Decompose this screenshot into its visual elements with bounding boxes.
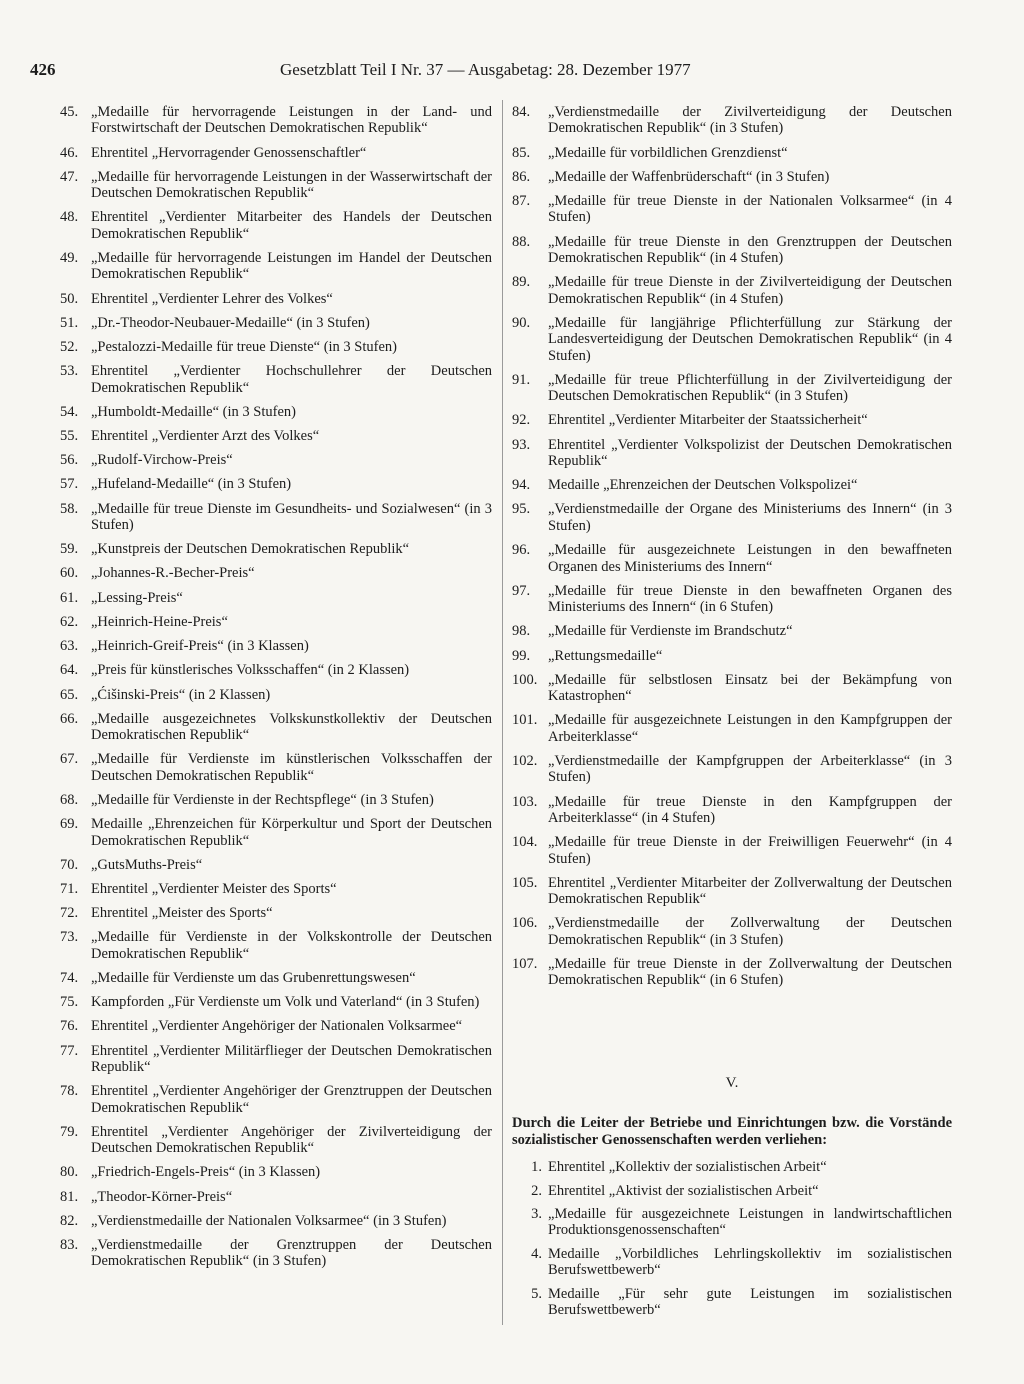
item-text: „Medaille für ausgezeichnete Leistungen in den Kampfgruppen der Arbeiterklasse“ [548,712,952,745]
list-item [512,1183,952,1199]
item-text: „Verdienstmedaille der Grenztruppen der Deutschen Demokratischen Republik“ (in 3 Stufen) [91,1237,492,1270]
list-item [60,339,492,355]
list-item [60,905,492,921]
list-item [512,583,952,616]
item-text: „Heinrich-Heine-Preis“ [91,613,228,630]
award-list-right [512,104,952,989]
page-header [30,60,730,84]
list-item [512,145,952,161]
list-item [512,623,952,639]
left-column [60,104,492,1278]
item-text: Ehrentitel „Verdienter Angehöriger der Nationalen Volksarmee“ [91,1018,463,1035]
item-text: „Verdienstmedaille der Kampfgruppen der Arbeiterklasse“ (in 3 Stufen) [548,752,952,786]
item-text: Medaille „Ehrenzeichen der Deutschen Volkspolizei“ [548,477,858,494]
item-text: „Medaille für Verdienste in der Volkskontrolle der Deutschen Demokratischen Republik“ [91,929,492,962]
item-number: 105. [512,874,538,891]
item-text: Ehrentitel „Verdienter Angehöriger der Grenztruppen der Deutschen Demokratischen Republik“ [91,1083,492,1116]
list-item [512,648,952,664]
list-item [60,104,492,137]
item-text: „Rettungsmedaille“ [548,647,663,664]
item-number: 85. [512,144,531,161]
item-number: 86. [512,168,531,185]
list-item [512,104,952,137]
list-item [512,672,952,705]
list-item [512,915,952,948]
item-text: Ehrentitel „Kollektiv der sozialistischen Arbeit“ [548,1159,827,1176]
item-number: 70. [60,856,79,873]
item-text: „Theodor-Körner-Preis“ [91,1188,233,1205]
list-item [512,477,952,493]
item-text: „Medaille ausgezeichnetes Volkskunstkollektiv der Deutschen Demokratischen Republik“ [91,710,492,744]
item-number: 4. [531,1245,542,1262]
item-text: „Johannes-R.-Becher-Preis“ [91,565,255,582]
item-text: „Medaille für ausgezeichnete Leistungen in landwirtschaftlichen Produktionsgenossenschaften“ [548,1206,952,1239]
item-text: „Medaille der Waffenbrüderschaft“ (in 3 Stufen) [548,168,830,185]
list-item [60,711,492,744]
item-text: „Dr.-Theodor-Neubauer-Medaille“ (in 3 Stufen) [91,314,370,331]
page-number: 426 [30,60,56,79]
list-item [512,412,952,428]
list-item [60,250,492,283]
item-number: 59. [60,541,79,558]
list-item [512,274,952,307]
item-text: Ehrentitel „Verdienter Militärflieger der Deutschen Demokratischen Republik“ [91,1042,492,1075]
item-text: Ehrentitel „Hervorragender Genossenschaftler“ [91,144,367,161]
item-number: 74. [60,969,79,986]
item-number: 91. [512,371,531,388]
list-item [60,1213,492,1229]
item-number: 72. [60,905,79,922]
item-number: 1. [531,1159,542,1176]
item-text: Medaille „Ehrenzeichen für Körperkultur und Sport der Deutschen Demokratischen Republik“ [91,816,492,849]
item-number: 54. [60,403,79,420]
item-text: Ehrentitel „Verdienter Mitarbeiter der Staatssicherheit“ [548,412,868,429]
list-item [60,687,492,703]
item-text: „Medaille für treue Dienste in der Nationalen Volksarmee“ (in 4 Stufen) [548,193,952,226]
item-text: „Verdienstmedaille der Zollverwaltung der Deutschen Demokratischen Republik“ (in 3 Stufen) [548,915,952,948]
item-text: „Medaille für treue Dienste in den bewaffneten Organen des Ministeriums des Innern“ (in 6 Stufen) [548,582,952,616]
list-item [512,501,952,534]
list-item [512,372,952,405]
item-text: „Medaille für Verdienste in der Rechtspflege“ (in 3 Stufen) [91,791,434,808]
item-number: 100. [512,671,538,688]
list-item [512,1159,952,1175]
list-item [512,1206,952,1239]
item-number: 51. [60,314,79,331]
list-item [60,476,492,492]
item-text: „GutsMuths-Preis“ [91,856,203,873]
item-text: „Pestalozzi-Medaille für treue Dienste“ (in 3 Stufen) [91,339,397,356]
list-item [60,881,492,897]
item-number: 97. [512,582,531,599]
list-item [512,875,952,908]
list-item [60,501,492,534]
item-text: „Medaille für vorbildlichen Grenzdienst“ [548,144,788,161]
item-number: 56. [60,452,79,469]
item-number: 66. [60,710,79,727]
section-intro: Durch die Leiter der Betriebe und Einrichtungen bzw. die Vorstände sozialistischer Genossenschaften werden verliehen: [512,1115,952,1149]
item-number: 5. [531,1285,542,1302]
item-number: 53. [60,363,79,380]
item-text: „Ćišinski-Preis“ (in 2 Klassen) [91,686,271,703]
item-number: 87. [512,193,531,210]
item-number: 99. [512,647,531,664]
item-number: 2. [531,1182,542,1199]
item-number: 48. [60,209,79,226]
item-text: „Medaille für hervorragende Leistungen im Handel der Deutschen Demokratischen Republik“ [91,250,492,283]
item-text: „Lessing-Preis“ [91,589,183,606]
item-number: 76. [60,1018,79,1035]
running-title: Gesetzblatt Teil I Nr. 37 — Ausgabetag: 28. Dezember 1977 [280,60,691,79]
item-number: 79. [60,1123,79,1140]
item-number: 107. [512,955,538,972]
item-number: 104. [512,834,538,851]
item-text: Ehrentitel „Verdienter Volkspolizist der Deutschen Demokratischen Republik“ [548,436,952,470]
item-number: 62. [60,613,79,630]
list-item [60,541,492,557]
item-number: 75. [60,994,79,1011]
item-number: 96. [512,542,531,559]
item-number: 71. [60,880,79,897]
list-item [60,452,492,468]
list-item [60,970,492,986]
item-number: 94. [512,477,531,494]
item-number: 55. [60,428,79,445]
item-text: „Medaille für langjährige Pflichterfüllung zur Stärkung der Landesverteidigung der Deutschen Demokratischen Republik“ (in 4 Stufen) [548,314,952,364]
item-number: 60. [60,565,79,582]
list-item [512,169,952,185]
item-text: Ehrentitel „Verdienter Hochschullehrer der Deutschen Demokratischen Republik“ [91,363,492,396]
list-item [60,638,492,654]
item-text: „Verdienstmedaille der Zivilverteidigung der Deutschen Demokratischen Republik“ (in 3 Stufen) [548,104,952,137]
item-number: 58. [60,500,79,517]
list-item [60,1018,492,1034]
list-item [60,169,492,202]
right-column [512,104,952,1325]
item-number: 3. [531,1206,542,1223]
item-text: „Verdienstmedaille der Nationalen Volksarmee“ (in 3 Stufen) [91,1212,447,1229]
item-number: 98. [512,623,531,640]
item-number: 83. [60,1237,79,1253]
item-number: 64. [60,662,79,679]
list-item [60,1164,492,1180]
item-number: 68. [60,791,79,808]
item-number: 47. [60,168,79,185]
item-number: 65. [60,686,79,703]
list-item [512,315,952,364]
item-number: 103. [512,793,538,810]
list-item [60,1124,492,1157]
item-number: 50. [60,290,79,307]
list-item [512,712,952,745]
item-number: 102. [512,752,538,769]
list-item [60,857,492,873]
item-text: „Kunstpreis der Deutschen Demokratischen Republik“ [91,541,410,558]
item-text: „Friedrich-Engels-Preis“ (in 3 Klassen) [91,1164,321,1181]
list-item [512,542,952,575]
list-item [60,428,492,444]
list-item [512,794,952,827]
item-number: 78. [60,1083,79,1100]
item-text: Ehrentitel „Verdienter Mitarbeiter der Zollverwaltung der Deutschen Demokratischen Republik“ [548,874,952,908]
item-number: 88. [512,233,531,250]
list-item [60,1237,492,1270]
item-text: Ehrentitel „Verdienter Arzt des Volkes“ [91,428,320,445]
item-text: „Medaille für ausgezeichnete Leistungen in den bewaffneten Organen des Ministeriums des Innern“ [548,542,952,575]
list-item [512,956,952,989]
list-item [512,437,952,470]
list-item [60,792,492,808]
item-number: 49. [60,250,79,267]
item-number: 93. [512,436,531,453]
list-item [60,1083,492,1116]
list-item [512,1286,952,1319]
list-item [512,753,952,786]
list-item [512,193,952,226]
item-text: „Medaille für Verdienste im Brandschutz“ [548,623,793,640]
item-number: 92. [512,412,531,429]
list-item [60,751,492,784]
item-text: „Medaille für hervorragende Leistungen in der Wasserwirtschaft der Deutschen Demokratischen Republik“ [91,168,492,202]
item-number: 81. [60,1188,79,1205]
item-number: 90. [512,314,531,331]
item-number: 67. [60,751,79,768]
list-item [60,614,492,630]
item-number: 80. [60,1164,79,1181]
list-item [60,315,492,331]
list-item [60,590,492,606]
item-text: Ehrentitel „Meister des Sports“ [91,905,273,922]
item-text: Ehrentitel „Aktivist der sozialistischen Arbeit“ [548,1182,819,1199]
item-number: 45. [60,104,79,120]
item-number: 89. [512,274,531,291]
list-item [60,994,492,1010]
list-item [60,209,492,242]
item-number: 84. [512,104,531,120]
item-text: „Medaille für treue Dienste in der Zollverwaltung der Deutschen Demokratischen Republik“ (in 6 Stufen) [548,955,952,989]
list-item [60,145,492,161]
list-item [60,291,492,307]
item-text: Kampforden „Für Verdienste um Volk und Vaterland“ (in 3 Stufen) [91,994,480,1011]
item-text: „Medaille für treue Dienste in den Kampfgruppen der Arbeiterklasse“ (in 4 Stufen) [548,793,952,826]
item-text: „Medaille für hervorragende Leistungen in der Land- und Forstwirtschaft der Deutschen Demokratischen Republik“ [91,104,492,137]
list-item [512,834,952,867]
list-item [60,816,492,849]
item-text: „Verdienstmedaille der Organe des Ministeriums des Innern“ (in 3 Stufen) [548,501,952,534]
item-number: 101. [512,712,538,729]
item-number: 52. [60,339,79,356]
section-v-list [512,1159,952,1318]
item-text: „Rudolf-Virchow-Preis“ [91,452,233,469]
section-heading: V. [725,1074,739,1091]
item-number: 61. [60,589,79,606]
item-text: „Hufeland-Medaille“ (in 3 Stufen) [91,476,292,493]
item-text: „Preis für künstlerisches Volksschaffen“ (in 2 Klassen) [91,662,410,679]
list-item [60,1189,492,1205]
item-number: 95. [512,501,531,518]
item-text: Ehrentitel „Verdienter Angehöriger der Zivilverteidigung der Deutschen Demokratischen Republik“ [91,1123,492,1157]
item-number: 69. [60,816,79,833]
item-text: „Medaille für selbstlosen Einsatz bei der Bekämpfung von Katastrophen“ [548,671,952,705]
list-item [60,404,492,420]
item-text: „Medaille für treue Dienste im Gesundheits- und Sozialwesen“ (in 3 Stufen) [91,500,492,534]
item-number: 57. [60,476,79,493]
item-text: „Medaille für treue Dienste in der Freiwilligen Feuerwehr“ (in 4 Stufen) [548,834,952,867]
list-item [60,565,492,581]
item-number: 46. [60,144,79,161]
item-text: „Medaille für treue Dienste in den Grenztruppen der Deutschen Demokratischen Republik“ (in 4 Stufen) [548,233,952,267]
item-text: „Medaille für treue Dienste in der Zivilverteidigung der Deutschen Demokratischen Republik“ (in 4 Stufen) [548,274,952,307]
list-item [60,662,492,678]
item-text: „Heinrich-Greif-Preis“ (in 3 Klassen) [91,638,309,655]
item-number: 82. [60,1212,79,1229]
list-item [512,234,952,267]
list-item [60,363,492,396]
item-text: „Humboldt-Medaille“ (in 3 Stufen) [91,403,296,420]
item-text: Ehrentitel „Verdienter Meister des Sports“ [91,880,337,897]
list-item [512,1246,952,1279]
item-number: 77. [60,1042,79,1059]
item-text: Ehrentitel „Verdienter Mitarbeiter des Handels der Deutschen Demokratischen Republik“ [91,209,492,242]
item-text: Medaille „Vorbildliches Lehrlingskollektiv im sozialistischen Berufswettbewerb“ [548,1245,952,1279]
list-item [60,929,492,962]
item-text: Medaille „Für sehr gute Leistungen im sozialistischen Berufswettbewerb“ [548,1285,952,1319]
list-item [60,1043,492,1076]
item-text: Ehrentitel „Verdienter Lehrer des Volkes“ [91,290,333,307]
item-number: 106. [512,915,538,932]
item-number: 63. [60,638,79,655]
column-divider [502,100,503,1325]
item-number: 73. [60,929,79,946]
item-text: „Medaille für treue Pflichterfüllung in der Zivilverteidigung der Deutschen Demokratischen Republik“ (in 3 Stufen) [548,371,952,405]
item-text: „Medaille für Verdienste im künstlerischen Volksschaffen der Deutschen Demokratischen Republik“ [91,751,492,784]
item-text: „Medaille für Verdienste um das Grubenrettungswesen“ [91,969,416,986]
